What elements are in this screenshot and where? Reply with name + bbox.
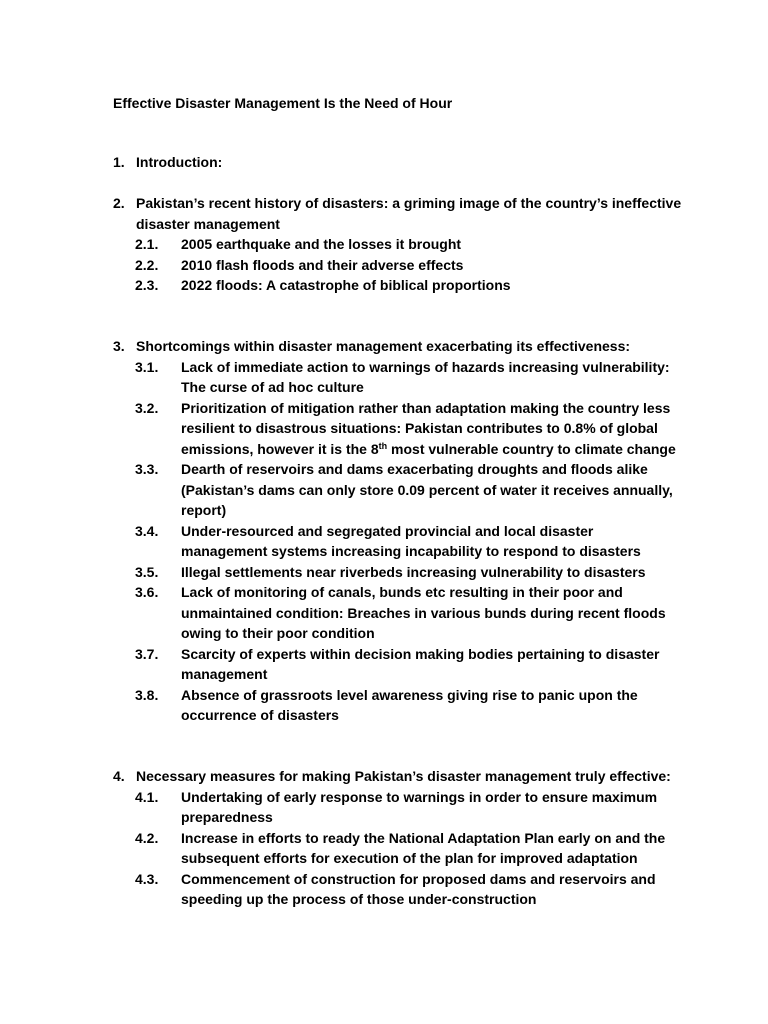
document-title: Effective Disaster Management Is the Need of Hour xyxy=(113,95,453,111)
item-text: Lack of monitoring of canals, bunds etc resulting in their poor and unmaintained condition: Breaches in various bunds during recent floods owing to their poor condition xyxy=(181,584,666,641)
item-text: 2022 floods: A catastrophe of biblical proportions xyxy=(181,277,511,293)
list-item xyxy=(113,521,683,562)
ordinal-superscript: th xyxy=(378,440,388,451)
item-text: Illegal settlements near riverbeds increasing vulnerability to disasters xyxy=(181,563,646,580)
item-number: 3.1. xyxy=(135,358,159,375)
item-text: 2010 flash floods and their adverse effects xyxy=(181,256,464,273)
item-text xyxy=(181,400,676,457)
item-number: 4.3. xyxy=(135,870,159,887)
list-item xyxy=(113,582,683,644)
item-number: 4.1. xyxy=(135,788,159,805)
item-number: 3.7. xyxy=(135,645,159,662)
list-item xyxy=(113,398,683,460)
item-number: 2.1. xyxy=(135,236,159,252)
item-number: 3.8. xyxy=(135,686,159,703)
list-item xyxy=(113,787,683,828)
section-number: 2. xyxy=(113,195,125,211)
item-number: 3.6. xyxy=(135,584,159,600)
section-shortcomings xyxy=(113,336,683,726)
section-heading-text: Introduction: xyxy=(136,154,223,170)
list-item xyxy=(113,255,683,276)
item-text-part: Prioritization of mitigation rather than adaptation making the country less resilient to disastrous situations: Pakistan contributes to 0.8% of global emissions, however it is the 8 xyxy=(181,399,671,457)
list-item xyxy=(113,644,683,685)
section-heading xyxy=(113,766,683,787)
section-heading-text: Shortcomings within disaster management exacerbating its effectiveness: xyxy=(136,338,631,354)
section-heading xyxy=(113,336,683,357)
item-text: Commencement of construction for proposed dams and reservoirs and speeding up the process of those under-construction xyxy=(181,870,656,907)
item-number: 3.4. xyxy=(135,522,159,539)
section-heading-text: Pakistan’s recent history of disasters: a griming image of the country’s ineffective disaster management xyxy=(136,195,682,232)
item-text: 2005 earthquake and the losses it brought xyxy=(181,236,462,252)
item-text: Increase in efforts to ready the National Adaptation Plan early on and the subsequent efforts for execution of the plan for improved adaptation xyxy=(181,829,666,866)
section-heading xyxy=(113,152,683,173)
item-number: 2.3. xyxy=(135,277,159,293)
section-history xyxy=(113,193,683,296)
section-number: 1. xyxy=(113,154,125,170)
list-item xyxy=(113,685,683,726)
item-number: 2.2. xyxy=(135,256,159,273)
section-number: 4. xyxy=(113,768,125,784)
item-number: 3.2. xyxy=(135,399,159,416)
item-number: 4.2. xyxy=(135,829,159,846)
section-number: 3. xyxy=(113,338,125,354)
item-text: Under-resourced and segregated provincial and local disaster management systems increasing incapability to respond to disasters xyxy=(181,522,641,559)
list-item xyxy=(113,357,683,398)
list-item xyxy=(113,562,683,583)
list-item xyxy=(113,828,683,869)
item-text: Scarcity of experts within decision making bodies pertaining to disaster management xyxy=(181,645,660,682)
item-text: Dearth of reservoirs and dams exacerbating droughts and floods alike (Pakistan’s dams can only store 0.09 percent of water it receives annually, report) xyxy=(181,461,673,518)
list-item xyxy=(113,459,683,521)
item-number: 3.5. xyxy=(135,563,159,580)
item-number: 3.3. xyxy=(135,461,159,477)
item-text: Absence of grassroots level awareness giving rise to panic upon the occurrence of disasters xyxy=(181,686,638,723)
list-item xyxy=(113,234,683,255)
section-heading xyxy=(113,193,683,234)
section-introduction xyxy=(113,152,683,173)
list-item xyxy=(113,869,683,910)
item-text: Lack of immediate action to warnings of hazards increasing vulnerability: The curse of ad hoc culture xyxy=(181,358,670,395)
section-heading-text: Necessary measures for making Pakistan’s disaster management truly effective: xyxy=(136,768,671,784)
item-text: Undertaking of early response to warnings in order to ensure maximum preparedness xyxy=(181,788,658,825)
list-item xyxy=(113,275,683,296)
item-text-part: most vulnerable country to climate change xyxy=(387,440,676,457)
section-measures xyxy=(113,766,683,910)
